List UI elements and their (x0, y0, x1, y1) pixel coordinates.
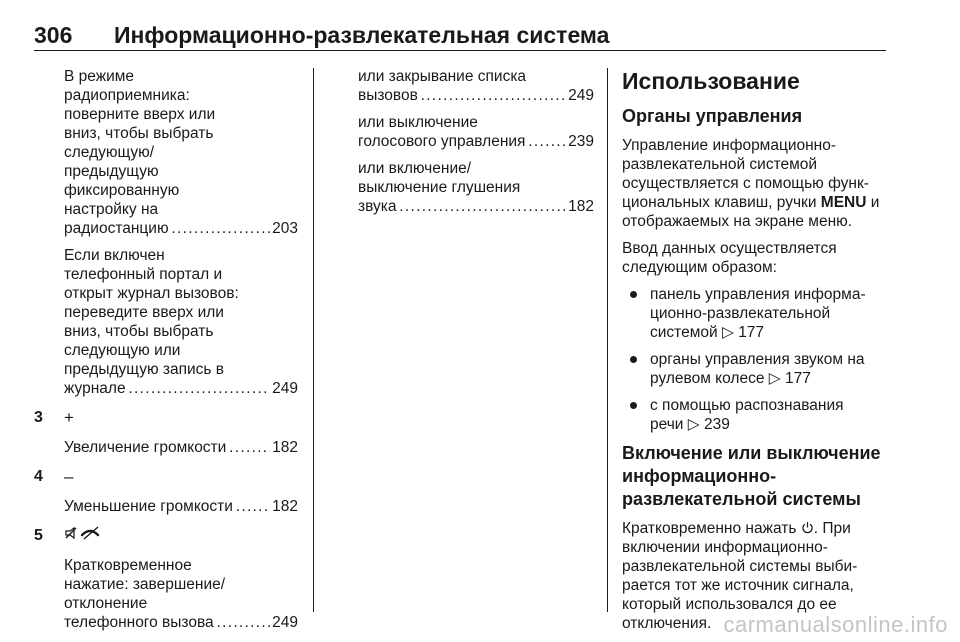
text-line: В режиме (64, 68, 135, 85)
text-line: Включение или выключение (622, 443, 881, 463)
text-line: предыдущую запись в (64, 361, 225, 378)
toc-entry[interactable] (64, 438, 298, 457)
plus-icon: + (64, 407, 74, 427)
item-number: 4 (34, 467, 43, 485)
column-right (622, 67, 890, 641)
toc-entry[interactable] (64, 613, 298, 632)
text-line: развлекательной системы выби- (622, 558, 858, 575)
paragraph-end-call (34, 556, 298, 632)
text-line: отклонение (64, 595, 148, 612)
text-fragment: циональных клавиш, ручки (622, 194, 821, 211)
column-left (34, 67, 298, 640)
toc-text: звука . . . (358, 197, 566, 216)
text-line: или закрывание списка (358, 68, 527, 85)
column-middle (358, 67, 594, 224)
item-4-row (34, 465, 298, 487)
text-line (650, 323, 890, 342)
text-line: который использовался до ее (622, 596, 837, 613)
text-line: развлекательной системой (622, 156, 818, 173)
text-line: переведите вверх или (64, 304, 224, 321)
toc-text: телефонного вызова . . . (64, 613, 270, 632)
text-line: Если включен (64, 247, 165, 264)
toc-page-ref[interactable]: 182 (568, 198, 594, 215)
text-line: предыдущую (64, 163, 159, 180)
mute-hangup-icon (64, 525, 104, 545)
toc-page-ref[interactable]: 203 (272, 220, 298, 237)
toc-page-ref[interactable]: 249 (272, 380, 298, 397)
item-3-row (34, 406, 298, 428)
text-line: или включение/ (358, 160, 472, 177)
text-line: следующим образом: (622, 259, 777, 276)
text-line: осуществляется с помощью функ- (622, 175, 869, 192)
text-line: настройку на (64, 201, 159, 218)
mute-hangup-icon-svg (64, 525, 104, 541)
paragraph-volume-down (34, 497, 298, 516)
text-line: с помощью распознавания (650, 397, 844, 414)
input-methods-list (622, 285, 890, 434)
text-line: рается тот же источник сигнала, (622, 577, 854, 594)
minus-icon: – (64, 466, 74, 486)
text-fragment: системой (650, 324, 718, 341)
text-line: панель управления информа- (650, 286, 866, 303)
text-line: отображаемых на экране меню. (622, 213, 853, 230)
text-line: органы управления звуком на (650, 351, 865, 368)
paragraph-input-methods (622, 239, 890, 277)
text-line: следующую/ (64, 144, 155, 161)
toc-entry[interactable] (358, 86, 594, 105)
toc-text: вызовов . . . (358, 86, 566, 105)
text-line: или выключение (358, 114, 478, 131)
text-line: поверните вверх или (64, 106, 216, 123)
text-line: телефонный портал и (64, 266, 223, 283)
item-5-row (34, 524, 298, 546)
toc-text: Увеличение громкости . . . (64, 438, 270, 457)
text-fragment: . При (813, 520, 851, 537)
text-line: ционно-развлекательной (650, 305, 831, 322)
text-line: следующую или (64, 342, 181, 359)
column-divider (607, 68, 608, 612)
page-number: 306 (34, 22, 73, 48)
text-line: Ввод данных осуществляется (622, 240, 837, 257)
paragraph-phone-portal (34, 246, 298, 398)
paragraph-close-list (358, 67, 594, 105)
text-line (650, 415, 890, 434)
toc-text: голосового управления . . . (358, 132, 566, 151)
text-line: выключение глушения (358, 179, 521, 196)
list-item (622, 350, 890, 388)
text-line: нажатие: завершение/ (64, 576, 226, 593)
text-line: фиксированную (64, 182, 180, 199)
subheading-controls: Органы управления (622, 106, 803, 126)
cross-ref-arrow-icon: ▷ (768, 370, 781, 387)
text-line: вниз, чтобы выбрать (64, 323, 214, 340)
text-line (622, 519, 890, 538)
page-ref-link[interactable]: 177 (738, 324, 765, 341)
toc-entry[interactable] (64, 219, 298, 238)
page-ref-link[interactable]: 177 (784, 370, 811, 387)
text-fragment: и (866, 194, 880, 211)
menu-knob-label: MENU (820, 194, 867, 211)
paragraph-volume-up (34, 438, 298, 457)
page-ref-link[interactable]: 239 (704, 416, 730, 433)
text-fragment: речи (650, 416, 684, 433)
toc-page-ref[interactable]: 239 (568, 133, 594, 150)
paragraph-voice-control (358, 113, 594, 151)
subheading-power (622, 442, 890, 511)
text-line: вниз, чтобы выбрать (64, 125, 214, 142)
page-title: Информационно-развлекательная система (114, 22, 610, 48)
text-line: информационно- (622, 466, 777, 486)
text-line: включении информационно- (622, 539, 828, 556)
toc-page-ref[interactable]: 182 (272, 439, 298, 456)
toc-entry[interactable] (64, 379, 298, 398)
toc-text: радиостанцию . . . (64, 219, 270, 238)
list-item (622, 285, 890, 342)
watermark: carmanualsonline.info (723, 612, 948, 637)
list-item (622, 396, 890, 434)
toc-text: Уменьшение громкости . . . (64, 497, 270, 516)
toc-text: журнале . . . (64, 379, 270, 398)
text-line: Кратковременное (64, 557, 192, 574)
paragraph-mute (358, 159, 594, 216)
toc-entry[interactable] (358, 197, 594, 216)
column-divider (313, 68, 314, 612)
toc-page-ref[interactable]: 182 (272, 498, 298, 515)
toc-page-ref[interactable]: 249 (272, 614, 298, 631)
text-fragment: рулевом колесе (650, 370, 765, 387)
power-icon (801, 520, 814, 537)
item-number: 3 (34, 408, 43, 426)
toc-page-ref[interactable]: 249 (568, 87, 594, 104)
item-number: 5 (34, 526, 43, 544)
cross-ref-arrow-icon: ▷ (687, 416, 700, 433)
paragraph-radio-mode (34, 67, 298, 238)
text-line (650, 369, 890, 388)
toc-entry[interactable] (64, 497, 298, 516)
text-line: развлекательной системы (622, 489, 861, 509)
text-line: Управление информационно- (622, 137, 837, 154)
text-line: открыт журнал вызовов: (64, 285, 239, 302)
page-header (34, 20, 886, 51)
text-line: отключения. (622, 615, 712, 632)
text-fragment: Кратковременно нажать (622, 520, 801, 537)
text-line: радиоприемника: (64, 87, 190, 104)
text-line (622, 193, 890, 212)
section-heading: Использование (622, 68, 800, 94)
cross-ref-arrow-icon: ▷ (721, 324, 734, 341)
paragraph-controls-intro (622, 136, 890, 231)
toc-entry[interactable] (358, 132, 594, 151)
